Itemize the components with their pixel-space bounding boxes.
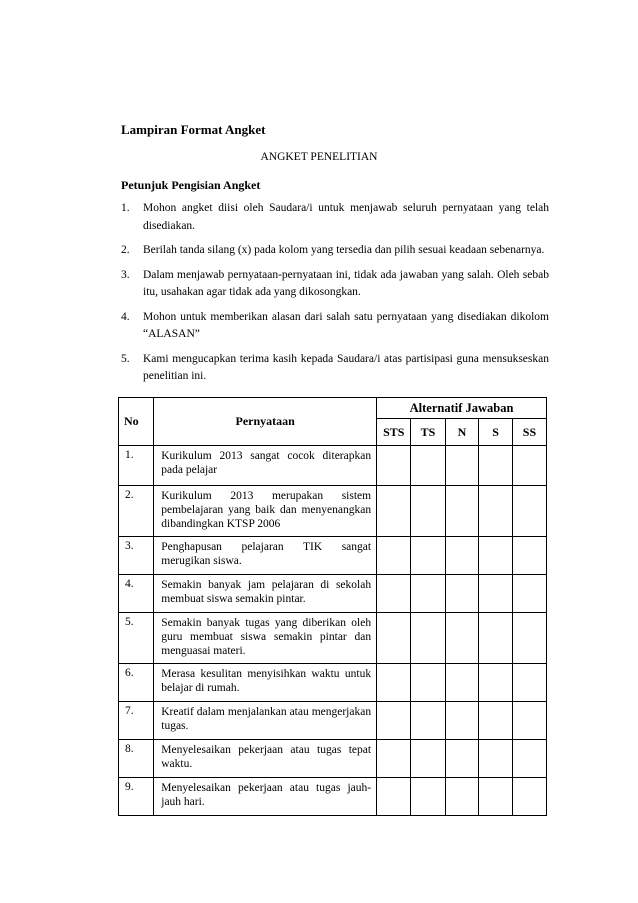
statement-text: Merasa kesulitan menyisihkan waktu untuk belajar di rumah.: [154, 664, 377, 702]
answer-cell-s[interactable]: [479, 486, 513, 537]
answer-cell-s[interactable]: [479, 537, 513, 575]
table-row: [119, 778, 547, 816]
row-number: 5.: [119, 613, 154, 664]
answer-cell-ss[interactable]: [512, 778, 546, 816]
instruction-item: [121, 351, 549, 386]
instruction-item: [121, 309, 549, 344]
answer-cell-n[interactable]: [445, 613, 479, 664]
answer-cell-ts[interactable]: [411, 778, 445, 816]
instruction-number: 3.: [121, 268, 130, 281]
answer-cell-ss[interactable]: [512, 537, 546, 575]
instruction-item: [121, 200, 549, 235]
instruction-number: 2.: [121, 244, 130, 256]
answer-cell-sts[interactable]: [377, 740, 411, 778]
answer-cell-ss[interactable]: [512, 446, 546, 486]
option-header-n: N: [445, 419, 479, 446]
answer-cell-sts[interactable]: [377, 537, 411, 575]
table-row: [119, 664, 547, 702]
statement-text: Kurikulum 2013 sangat cocok diterapkan pada pelajar: [154, 446, 377, 486]
row-number: 8.: [119, 740, 154, 778]
instruction-number: 1.: [121, 202, 130, 214]
statement-text: Penghapusan pelajaran TIK sangat merugikan siswa.: [154, 537, 377, 575]
answer-cell-s[interactable]: [479, 613, 513, 664]
answer-cell-ts[interactable]: [411, 613, 445, 664]
instruction-text: Berilah tanda silang (x) pada kolom yang tersedia dan pilih sesuai keadaan sebenarnya.: [143, 244, 545, 256]
answer-cell-n[interactable]: [445, 740, 479, 778]
option-header-s: S: [479, 419, 513, 446]
column-header-alternatives: Alternatif Jawaban: [377, 398, 547, 419]
instruction-text: Mohon untuk memberikan alasan dari salah satu pernyataan yang disediakan dikolom “ALASAN”: [143, 310, 549, 340]
instruction-item: [121, 242, 549, 260]
answer-cell-s[interactable]: [479, 575, 513, 613]
table-row: [119, 446, 547, 486]
answer-cell-s[interactable]: [479, 446, 513, 486]
row-number: 3.: [119, 537, 154, 575]
answer-cell-ts[interactable]: [411, 486, 445, 537]
answer-cell-s[interactable]: [479, 740, 513, 778]
answer-cell-ss[interactable]: [512, 575, 546, 613]
answer-cell-s[interactable]: [479, 702, 513, 740]
instruction-text: Kami mengucapkan terima kasih kepada Saudara/i atas partisipasi guna mensukseskan penelitian ini.: [143, 352, 549, 382]
instructions-list: [121, 200, 549, 393]
answer-cell-ts[interactable]: [411, 575, 445, 613]
answer-cell-n[interactable]: [445, 446, 479, 486]
answer-cell-sts[interactable]: [377, 486, 411, 537]
instructions-heading: Petunjuk Pengisian Angket: [121, 178, 261, 192]
answer-cell-sts[interactable]: [377, 575, 411, 613]
statement-text: Menyelesaikan pekerjaan atau tugas tepat waktu.: [154, 740, 377, 778]
answer-cell-sts[interactable]: [377, 778, 411, 816]
instruction-text: Mohon angket diisi oleh Saudara/i untuk menjawab seluruh pernyataan yang telah disediakan.: [143, 202, 549, 232]
answer-cell-ts[interactable]: [411, 740, 445, 778]
answer-cell-ss[interactable]: [512, 486, 546, 537]
answer-cell-ts[interactable]: [411, 446, 445, 486]
row-number: 9.: [119, 778, 154, 816]
answer-cell-sts[interactable]: [377, 613, 411, 664]
row-number: 2.: [119, 486, 154, 537]
answer-cell-n[interactable]: [445, 664, 479, 702]
answer-cell-ss[interactable]: [512, 613, 546, 664]
questionnaire-table: [118, 397, 547, 816]
table-header-row: [119, 398, 547, 419]
statement-text: Menyelesaikan pekerjaan atau tugas jauh-jauh hari.: [154, 778, 377, 816]
answer-cell-sts[interactable]: [377, 446, 411, 486]
option-header-sts: STS: [377, 419, 411, 446]
table-row: [119, 575, 547, 613]
row-number: 6.: [119, 664, 154, 702]
answer-cell-ts[interactable]: [411, 537, 445, 575]
answer-cell-n[interactable]: [445, 778, 479, 816]
table-row: [119, 740, 547, 778]
table-row: [119, 702, 547, 740]
answer-cell-n[interactable]: [445, 702, 479, 740]
table-row: [119, 486, 547, 537]
questionnaire-title: ANGKET PENELITIAN: [260, 151, 378, 163]
instruction-number: 5.: [121, 352, 130, 365]
row-number: 4.: [119, 575, 154, 613]
answer-cell-ss[interactable]: [512, 702, 546, 740]
answer-cell-ss[interactable]: [512, 664, 546, 702]
statement-text: Kurikulum 2013 merupakan sistem pembelajaran yang baik dan menyenangkan dibandingkan KTSP 2006: [154, 486, 377, 537]
statement-text: Kreatif dalam menjalankan atau mengerjakan tugas.: [154, 702, 377, 740]
statement-text: Semakin banyak jam pelajaran di sekolah membuat siswa semakin pintar.: [154, 575, 377, 613]
answer-cell-ts[interactable]: [411, 702, 445, 740]
answer-cell-n[interactable]: [445, 575, 479, 613]
answer-cell-sts[interactable]: [377, 702, 411, 740]
answer-cell-n[interactable]: [445, 486, 479, 537]
table-row: [119, 537, 547, 575]
answer-cell-sts[interactable]: [377, 664, 411, 702]
option-header-ts: TS: [411, 419, 445, 446]
answer-cell-ss[interactable]: [512, 740, 546, 778]
option-header-ss: SS: [512, 419, 546, 446]
column-header-no: No: [119, 398, 154, 446]
appendix-heading: Lampiran Format Angket: [121, 122, 266, 137]
row-number: 1.: [119, 446, 154, 486]
instruction-item: [121, 267, 549, 302]
statement-text: Semakin banyak tugas yang diberikan oleh guru membuat siswa semakin pintar dan menguasai materi.: [154, 613, 377, 664]
answer-cell-s[interactable]: [479, 778, 513, 816]
table-row: [119, 613, 547, 664]
instruction-number: 4.: [121, 310, 130, 323]
answer-cell-n[interactable]: [445, 537, 479, 575]
answer-cell-s[interactable]: [479, 664, 513, 702]
answer-cell-ts[interactable]: [411, 664, 445, 702]
instruction-text: Dalam menjawab pernyataan-pernyataan ini, tidak ada jawaban yang salah. Oleh sebab itu, usahakan agar tidak ada yang dikosongkan.: [143, 268, 549, 298]
column-header-statement: Pernyataan: [154, 398, 377, 446]
row-number: 7.: [119, 702, 154, 740]
